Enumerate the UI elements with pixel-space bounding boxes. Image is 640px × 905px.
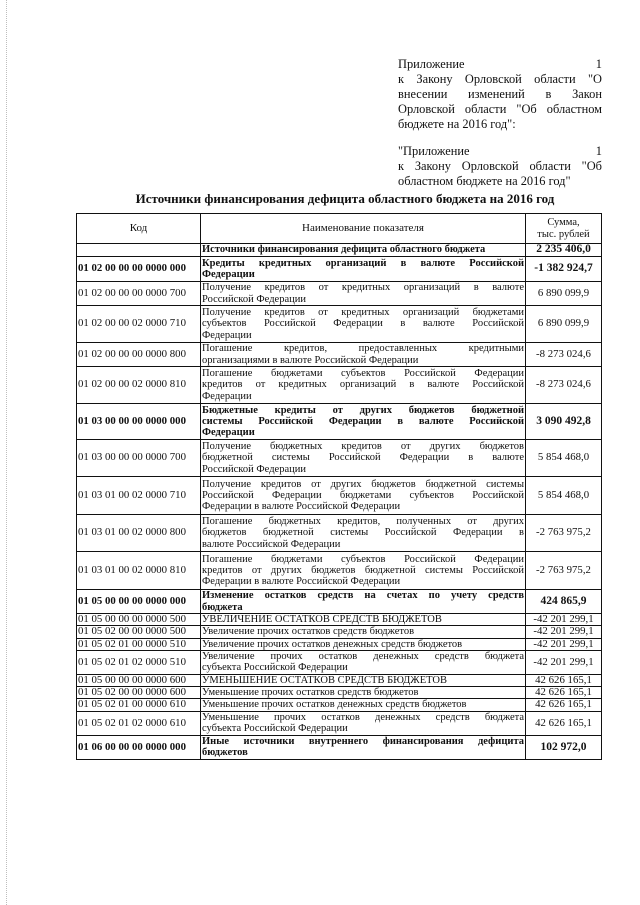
cell-name-line: Изменение остатков средств на счетах по учету средств	[202, 590, 524, 602]
cell-name-line: Увеличение прочих остатков средств бюджетов	[202, 626, 415, 638]
cell-sum: 102 972,0	[526, 735, 602, 759]
cell-code: 01 02 00 00 02 0000 810	[77, 367, 201, 404]
cell-name-line: Федерации	[202, 269, 255, 280]
cell-name	[201, 735, 526, 759]
header-sum-line1: Сумма,	[547, 216, 580, 228]
table-row	[77, 477, 602, 515]
cell-name	[201, 590, 526, 614]
cell-code: 01 03 01 00 02 0000 710	[77, 477, 201, 515]
cell-code	[77, 244, 201, 257]
cell-name-line: Российской Федерации	[202, 463, 306, 475]
table-header-row	[77, 214, 602, 244]
cell-name-line: Получение кредитов от кредитных организаций в валюте	[202, 282, 524, 294]
cell-code: 01 05 02 01 02 0000 610	[77, 711, 201, 735]
appendix-note-2	[398, 144, 602, 189]
cell-name-line: Увеличение прочих остатков денежных средств бюджетов	[202, 638, 463, 650]
header-sum	[526, 214, 602, 244]
cell-name-line: Иные источники внутреннего финансирования дефицита	[202, 735, 524, 747]
cell-name-line: Бюджетные кредиты от других бюджетов бюджетной	[202, 404, 524, 416]
cell-name-line: Федерации	[202, 427, 255, 439]
cell-name-line: субъектов Российской Федерации в валюте Российской	[202, 318, 524, 330]
financing-sources-table	[76, 213, 602, 760]
cell-name-line: Погашение бюджетами субъектов Российской Федерации	[202, 368, 524, 380]
cell-sum: -1 382 924,7	[526, 257, 602, 282]
appendix-2-line: областном бюджете на 2016 год"	[398, 174, 571, 188]
table-row	[77, 282, 602, 306]
table-row	[77, 590, 602, 614]
cell-name	[201, 477, 526, 515]
cell-code: 01 02 00 00 00 0000 000	[77, 257, 201, 282]
cell-sum: -42 201 299,1	[526, 626, 602, 638]
cell-code: 01 05 02 00 00 0000 500	[77, 626, 201, 638]
cell-sum: 5 854 468,0	[526, 440, 602, 477]
cell-name-line: Погашение бюджетных кредитов, полученных от других	[202, 516, 524, 528]
cell-name-line: Уменьшение прочих остатков средств бюджетов	[202, 687, 419, 699]
cell-name-line: субъекта Российской Федерации	[202, 662, 348, 674]
cell-sum: 42 626 165,1	[526, 674, 602, 686]
cell-name-line: Уменьшение прочих остатков денежных средств бюджета	[202, 711, 524, 723]
cell-name-line: субъекта Российской Федерации	[202, 723, 348, 735]
appendix-2-line: к Закону Орловской области "Об	[398, 159, 602, 173]
appendix-note-1	[398, 57, 602, 132]
cell-name-line: Уменьшение прочих остатков денежных средств бюджетов	[202, 699, 467, 711]
cell-sum: -8 273 024,6	[526, 367, 602, 404]
cell-name	[201, 440, 526, 477]
cell-code: 01 06 00 00 00 0000 000	[77, 735, 201, 759]
cell-code: 01 05 02 01 02 0000 510	[77, 650, 201, 674]
appendix-1-line: внесении изменений в Закон	[398, 87, 602, 101]
cell-name	[201, 614, 526, 626]
table-row	[77, 244, 602, 257]
table-row	[77, 650, 602, 674]
cell-code: 01 05 02 00 00 0000 600	[77, 687, 201, 699]
cell-sum: 42 626 165,1	[526, 711, 602, 735]
cell-name-line: организациями в валюте Российской Федерации	[202, 354, 419, 366]
cell-name-line: Федерации	[202, 329, 252, 341]
cell-name	[201, 244, 526, 257]
cell-name	[201, 638, 526, 650]
cell-sum: -42 201 299,1	[526, 638, 602, 650]
cell-name-line: кредитов от других бюджетов бюджетной системы Российской	[202, 564, 524, 576]
cell-name	[201, 711, 526, 735]
cell-name-line: Федерации в валюте Российской Федерации	[202, 576, 401, 588]
appendix-1-line: Орловской области "Об областном	[398, 102, 602, 116]
table-row	[77, 306, 602, 343]
cell-name-line: Погашение бюджетами субъектов Российской Федерации	[202, 553, 524, 565]
cell-name	[201, 343, 526, 367]
cell-name-line: Погашение кредитов, предоставленных кредитными	[202, 343, 524, 355]
cell-name-line: бюджетов бюджетной системы Российской Федерации в	[202, 527, 524, 539]
cell-sum: -2 763 975,2	[526, 552, 602, 590]
cell-name	[201, 257, 526, 282]
table-row	[77, 404, 602, 440]
cell-sum: 6 890 099,9	[526, 282, 602, 306]
table-row	[77, 257, 602, 282]
cell-name-line: Российской Федерации бюджетами субъектов Российской	[202, 489, 524, 501]
cell-name-line: бюджетной системы Российской Федерации в валюте	[202, 452, 524, 464]
cell-name-line: бюджетов	[202, 747, 248, 759]
table-row	[77, 552, 602, 590]
table-row	[77, 626, 602, 638]
cell-sum: 42 626 165,1	[526, 699, 602, 711]
cell-name	[201, 674, 526, 686]
cell-name	[201, 367, 526, 404]
cell-code: 01 05 02 01 00 0000 610	[77, 699, 201, 711]
cell-name-line: Кредиты кредитных организаций в валюте Российской	[202, 257, 524, 269]
cell-code: 01 02 00 00 02 0000 710	[77, 306, 201, 343]
cell-name-line: Увеличение прочих остатков денежных средств бюджета	[202, 651, 524, 663]
cell-name-line: бюджета	[202, 601, 243, 613]
cell-name	[201, 650, 526, 674]
cell-name-line: Федерации в валюте Российской Федерации	[202, 501, 401, 513]
cell-code: 01 05 00 00 00 0000 000	[77, 590, 201, 614]
cell-code: 01 05 00 00 00 0000 600	[77, 674, 201, 686]
cell-name	[201, 282, 526, 306]
cell-name-line: Получение кредитов от кредитных организаций бюджетами	[202, 307, 524, 319]
cell-name-line: системы Российской Федерации в валюте Российской	[202, 415, 524, 427]
table-row	[77, 367, 602, 404]
cell-name	[201, 306, 526, 343]
cell-name-line: Получение бюджетных кредитов от других бюджетов	[202, 441, 524, 453]
cell-name-line: Федерации	[202, 390, 252, 402]
table-row	[77, 699, 602, 711]
table-row	[77, 515, 602, 552]
header-sum-line2: тыс. рублей	[537, 228, 590, 240]
cell-code: 01 03 01 00 02 0000 800	[77, 515, 201, 552]
cell-name-line: Российской Федерации	[202, 293, 306, 305]
cell-code: 01 02 00 00 00 0000 700	[77, 282, 201, 306]
cell-code: 01 05 02 01 00 0000 510	[77, 638, 201, 650]
cell-name-line: УВЕЛИЧЕНИЕ ОСТАТКОВ СРЕДСТВ БЮДЖЕТОВ	[202, 614, 442, 625]
cell-code: 01 03 00 00 00 0000 700	[77, 440, 201, 477]
table-row	[77, 735, 602, 759]
cell-name	[201, 552, 526, 590]
table-row	[77, 440, 602, 477]
cell-code: 01 03 01 00 02 0000 810	[77, 552, 201, 590]
cell-code: 01 02 00 00 00 0000 800	[77, 343, 201, 367]
cell-sum: -2 763 975,2	[526, 515, 602, 552]
cell-name	[201, 404, 526, 440]
table-row	[77, 711, 602, 735]
table-body	[77, 244, 602, 760]
cell-sum: 424 865,9	[526, 590, 602, 614]
appendix-2-line: "Приложение 1	[398, 144, 602, 158]
table-row	[77, 614, 602, 626]
cell-name	[201, 699, 526, 711]
cell-sum: 5 854 468,0	[526, 477, 602, 515]
table-row	[77, 343, 602, 367]
cell-code: 01 03 00 00 00 0000 000	[77, 404, 201, 440]
cell-sum: 6 890 099,9	[526, 306, 602, 343]
cell-sum: 42 626 165,1	[526, 687, 602, 699]
cell-sum: -8 273 024,6	[526, 343, 602, 367]
cell-code: 01 05 00 00 00 0000 500	[77, 614, 201, 626]
cell-name-line: Источники финансирования дефицита областного бюджета	[202, 244, 486, 256]
cell-name-line: валюте Российской Федерации	[202, 538, 341, 550]
cell-sum: 3 090 492,8	[526, 404, 602, 440]
cell-sum: -42 201 299,1	[526, 650, 602, 674]
appendix-1-line: Приложение 1	[398, 57, 602, 71]
document-title: Источники финансирования дефицита областного бюджета на 2016 год	[135, 191, 555, 206]
cell-sum: 2 235 406,0	[526, 244, 602, 257]
header-code: Код	[77, 214, 201, 244]
table-row	[77, 638, 602, 650]
header-name: Наименование показателя	[201, 214, 526, 244]
cell-sum: -42 201 299,1	[526, 614, 602, 626]
table-row	[77, 674, 602, 686]
cell-name-line: Получение кредитов от других бюджетов бюджетной системы	[202, 478, 524, 490]
appendix-1-line: бюджете на 2016 год":	[398, 117, 516, 131]
page-edge-mark	[6, 0, 8, 905]
cell-name-line: УМЕНЬШЕНИЕ ОСТАТКОВ СРЕДСТВ БЮДЖЕТОВ	[202, 674, 447, 686]
cell-name	[201, 626, 526, 638]
table-row	[77, 687, 602, 699]
cell-name	[201, 687, 526, 699]
appendix-1-line: к Закону Орловской области "О	[398, 72, 602, 86]
cell-name	[201, 515, 526, 552]
cell-name-line: кредитов от кредитных организаций в валюте Российской	[202, 379, 524, 391]
